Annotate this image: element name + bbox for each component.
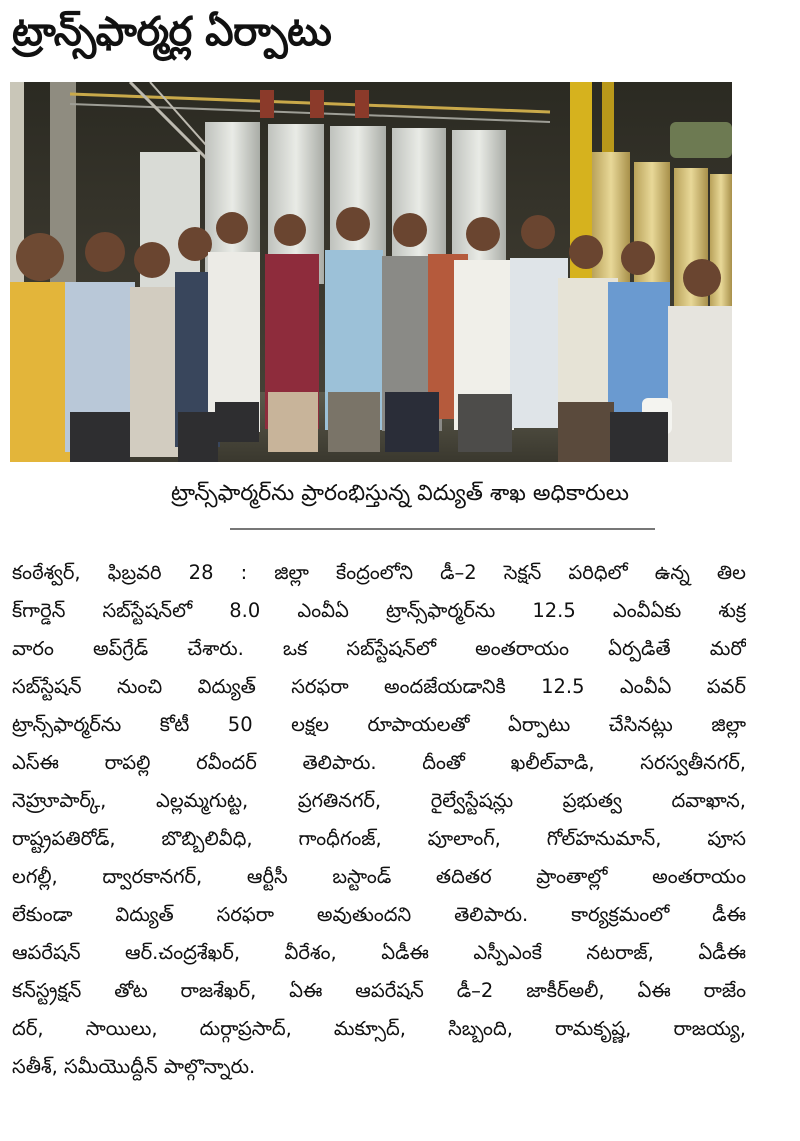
body-line: రాష్ట్రపతిరోడ్, బొబ్బిలివీధి, గాంధీగంజ్, పూలాంగ్, గోల్‌హనుమాన్, పూస [12,827,746,850]
body-line: వారం అప్‌గ్రేడ్ చేశారు. ఒక సబ్‌స్టేషన్‌లో అంతరాయం ఏర్పడితే మరో [12,637,746,660]
body-line: క్‌గార్డెన్ సబ్‌స్టేషన్‌లో 8.0 ఎంవీఏ ట్రాన్స్‌ఫార్మర్‌ను 12.5 ఎంవీఏకు శుక్ర [12,599,746,622]
body-line: సబ్‌స్టేషన్ నుంచి విద్యుత్ సరఫరా అందజేయడానికి 12.5 ఎంవీఏ పవర్ [12,675,746,698]
photo-transformer-inauguration-icon [10,82,732,462]
body-line: ఎస్ఈ రాపల్లి రవీందర్ తెలిపారు. దీంతో ఖలీల్‌వాడి, సరస్వతీనగర్, [12,751,746,774]
body-line: ఆపరేషన్ ఆర్.చంద్రశేఖర్, వీరేశం, ఏడీఈ ఎస్పీఎంకే నటరాజ్, ఏడీఈ [12,941,746,964]
body-line: కన్‌స్ట్రక్షన్ తోట రాజశేఖర్, ఏఈ ఆపరేషన్ డీ–2 జాకీర్‌అలీ, ఏఈ రాజేం [12,979,746,1002]
photo-caption: ట్రాన్స్‌ఫార్మర్‌ను ప్రారంభిస్తున్న విద్యుత్ శాఖ అధికారులు [171,481,629,506]
article-headline: ట్రాన్స్‌ఫార్మర్ల ఏర్పాటు [12,9,332,55]
body-line: లేకుండా విద్యుత్ సరఫరా అవుతుందని తెలిపారు. కార్యక్రమంలో డీఈ [12,903,746,926]
caption-divider [230,528,655,530]
body-line: దర్, సాయిలు, దుర్గాప్రసాద్, మక్సూద్, సిబ్బంది, రామకృష్ణ, రాజయ్య, [12,1017,746,1040]
article-photo [10,82,732,462]
body-line-last: సతీశ్, సమీయొద్దీన్ పాల్గొన్నారు. [12,1055,256,1078]
body-line: లగల్లీ, ద్వారకానగర్, ఆర్టీసీ బస్టాండ్ తదితర ప్రాంతాల్లో అంతరాయం [12,865,746,888]
body-line: నెహ్రూపార్క్, ఎల్లమ్మగుట్ట, ప్రగతినగర్, రైల్వేస్టేషన్లు ప్రభుత్వ దవాఖాన, [12,789,746,812]
article-body [12,554,746,1086]
body-line: కంఠేశ్వర్, ఫిబ్రవరి 28 : జిల్లా కేంద్రంలోని డీ–2 సెక్షన్ పరిధిలో ఉన్న తిల [12,561,746,584]
body-line: ట్రాన్స్‌ఫార్మర్‌ను కోటీ 50 లక్షల రూపాయలతో ఏర్పాటు చేసినట్లు జిల్లా [12,713,746,736]
